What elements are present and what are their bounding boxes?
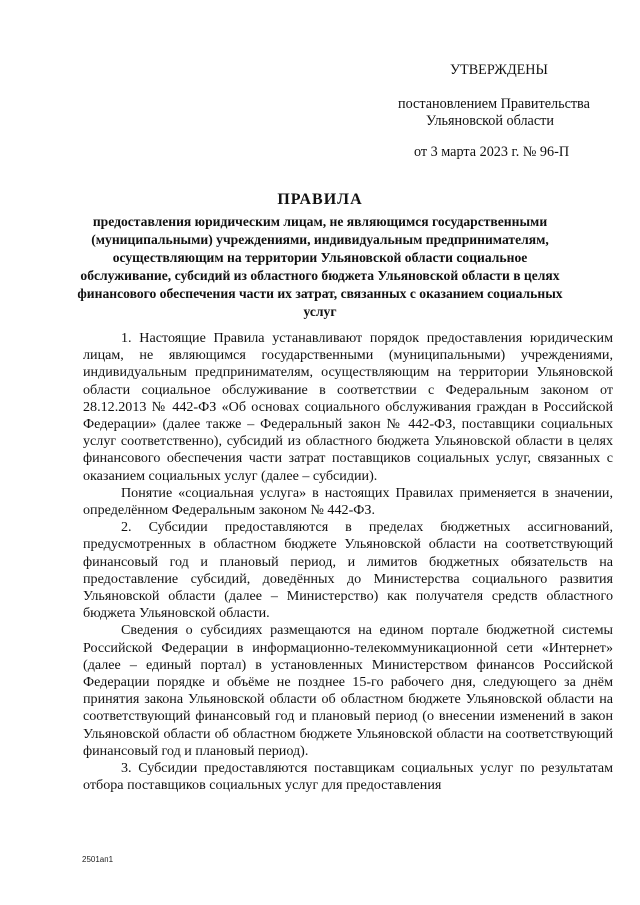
- document-title: ПРАВИЛА: [277, 191, 363, 208]
- approval-title: УТВЕРЖДЕНЫ: [450, 62, 548, 78]
- approval-region-line: Ульяновской области: [426, 113, 554, 129]
- paragraph-1: 1. Настоящие Правила устанавливают порядок предоставления юридическим лицам, не являющимся государственными (муниципальными) учреждениями, индивидуальным предпринимателям, осуществляющим на территории Ульяновской области социальное обслуживание в соответствии с Федеральным законом от 28.12.2013 № 442-ФЗ «Об основах социального обслуживания граждан в Российской Федерации» (далее также – Федеральный закон № 442-ФЗ, поставщики социальных услуг соответственно), субсидий из областного бюджета Ульяновской области в целях финансового обеспечения части затрат поставщиков социальных услуг, связанных с оказанием социальных услуг (далее – субсидии).: [83, 330, 613, 484]
- approval-resolution-line: постановлением Правительства: [398, 96, 590, 112]
- paragraph-4: Сведения о субсидиях размещаются на едином портале бюджетной системы Российской Федерации в информационно-телекоммуникационной сети «Интернет» (далее – единый портал) в установленных Министерством финансов Российской Федерации порядке и объёме не позднее 15-го рабочего дня, следующего за днём принятия закона Ульяновской области об областном бюджете Ульяновской области на соответствующий финансовый год и плановый период (о внесении изменений в закон Ульяновской области об областном бюджете Ульяновской области на соответствующий финансовый год и плановый период).: [83, 622, 613, 759]
- paragraph-5: 3. Субсидии предоставляются поставщикам социальных услуг по результатам отбора поставщиков социальных услуг для предоставления: [83, 760, 613, 794]
- document-subtitle: предоставления юридическим лицам, не являющимся государственными (муниципальными) учреждениями, индивидуальным предпринимателям, осуществляющим на территории Ульяновской области социальное обслуживание, субсидий из областного бюджета Ульяновской области в целях финансового обеспечения части их затрат, связанных с оказанием социальных услуг: [77, 214, 563, 319]
- footer-document-code: 2501ап1: [82, 855, 114, 864]
- approval-date-line: от 3 марта 2023 г. № 96-П: [414, 144, 570, 160]
- paragraph-3: 2. Субсидии предоставляются в пределах бюджетных ассигнований, предусмотренных в областном бюджете Ульяновской области на соответствующий финансовый год и плановый период, и лимитов бюджетных обязательств на предоставление субсидий, доведённых до Министерства социального развития Ульяновской области (далее – Министерство) как получателя средств областного бюджета Ульяновской области.: [83, 519, 613, 622]
- document-body: [83, 330, 613, 794]
- paragraph-2: Понятие «социальная услуга» в настоящих Правилах применяется в значении, определённом Федеральным законом № 442-ФЗ.: [83, 484, 613, 519]
